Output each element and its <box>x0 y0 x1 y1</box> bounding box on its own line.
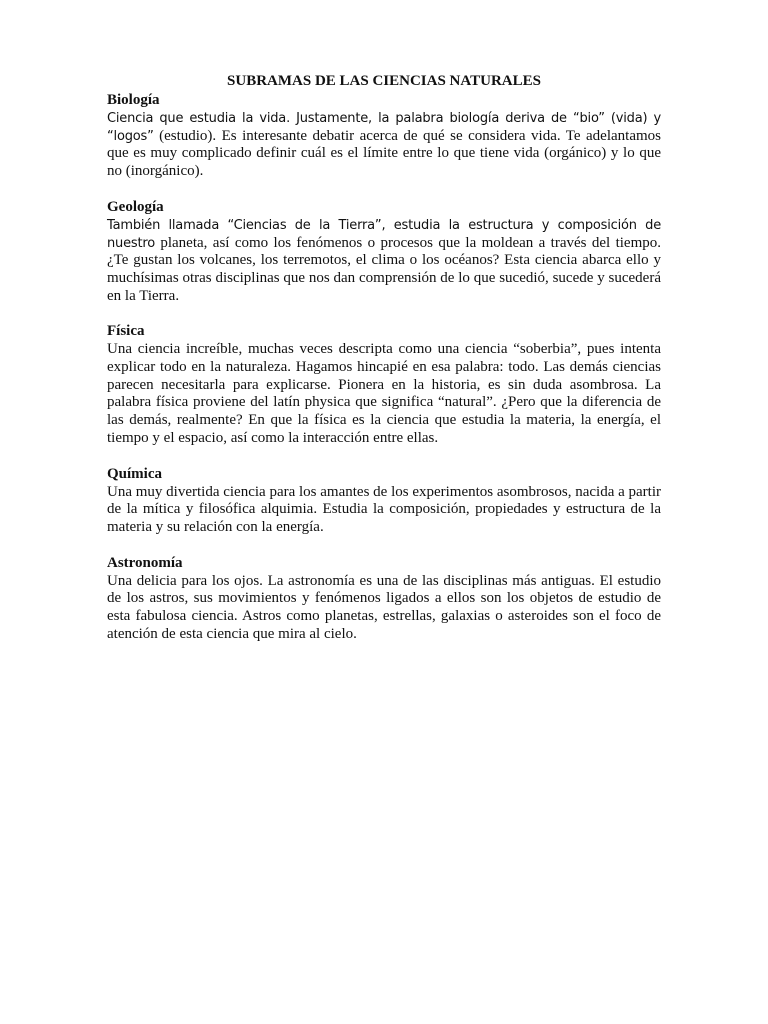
section-heading-geologia: Geología <box>107 198 164 215</box>
section-heading-quimica: Química <box>107 465 162 482</box>
section-heading-biologia: Biología <box>107 92 160 108</box>
section-quimica <box>107 465 661 537</box>
section-heading-fisica: Física <box>107 323 145 340</box>
section-biologia <box>107 91 661 181</box>
section-astronomia <box>107 554 661 644</box>
section-heading-astronomia: Astronomía <box>107 554 183 571</box>
section-fisica <box>107 322 661 447</box>
section-body-quimica: Una muy divertida ciencia para los amantes de los experimentos asombrosos, nacida a partir de la mítica y filosófica alquimia. Estudia la composición, propiedades y estructura de la materia y su relación con la energía. <box>107 483 661 535</box>
section-geologia <box>107 198 661 306</box>
section-lead-geologia: También llamada “Ciencias de la Tierra”, estudia la estructura y composición de nuestro <box>107 217 661 251</box>
section-body-biologia <box>107 110 661 181</box>
section-body-geologia <box>107 217 661 306</box>
section-text-geologia: planeta, así como los fenómenos o procesos que la moldean a través del tiempo. ¿Te gustan los volcanes, los terremotos, el clima o los océanos? Esta ciencia abarca ello y muchísimas otras disciplinas que nos dan comprensión de lo que sucedió, sucede y sucederá en la Tierra. <box>107 234 661 304</box>
section-lead-biologia: Ciencia que estudia la vida. Justamente, la palabra biología deriva de “bio” (vida) y “logos” <box>107 111 661 144</box>
document-title: SUBRAMAS DE LAS CIENCIAS NATURALES <box>227 73 541 89</box>
section-body-fisica: Una ciencia increíble, muchas veces descripta como una ciencia “soberbia”, pues intenta explicar todo en la naturaleza. Hagamos hincapié en esa palabra: todo. Las demás ciencias parecen necesitarla para explicarse. Pionera en la historia, es sin duda asombrosa. La palabra física proviene del latín physica que significa “natural”. ¿Pero que la diferencia de las demás, realmente? En que la física es la ciencia que estudia la materia, la energía, el tiempo y el espacio, así como la interacción entre ellas. <box>107 341 661 446</box>
document-page <box>107 72 661 660</box>
section-text-biologia: (estudio). Es interesante debatir acerca de qué se considera vida. Te adelantamos que es muy complicado definir cuál es el límite entre lo que tiene vida (orgánico) y lo que no (inorgánico). <box>107 127 661 180</box>
section-body-astronomia: Una delicia para los ojos. La astronomía es una de las disciplinas más antiguas. El estudio de los astros, sus movimientos y fenómenos ligados a ellos son los objetos de estudio de esta fabulosa ciencia. Astros como planetas, estrellas, galaxias o asteroides son el foco de atención de esta ciencia que mira al cielo. <box>107 572 661 642</box>
